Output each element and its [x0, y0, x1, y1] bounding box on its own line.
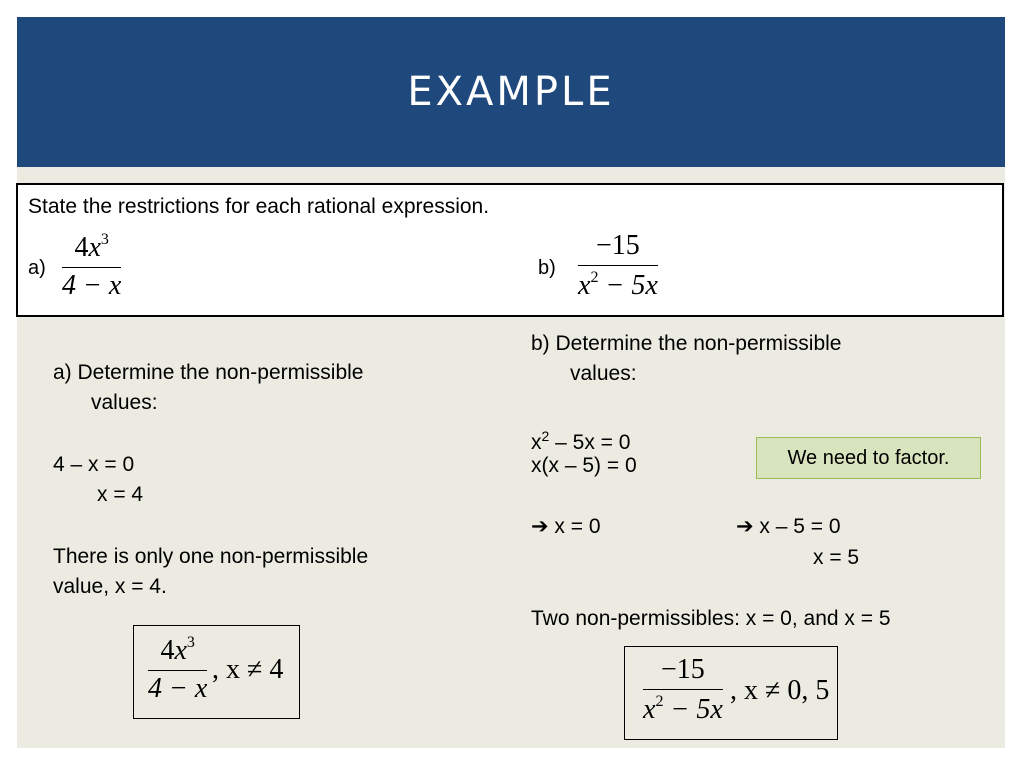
- expression-b-numerator: −15: [595, 230, 640, 261]
- right-step-line2: values:: [570, 362, 637, 385]
- left-conclusion-line2: value, x = 4.: [53, 575, 167, 598]
- question-a-label: a): [28, 257, 46, 279]
- expression-b-denominator: $x^2 - 5x$: [578, 268, 658, 301]
- left-answer-box: [133, 625, 300, 719]
- left-answer-restriction: , x ≠ 4: [212, 654, 284, 685]
- right-step-line1: b) Determine the non-permissible: [531, 332, 842, 355]
- left-answer-fraction: $4x^3$ 4 − x: [148, 634, 208, 704]
- expression-a-denominator: 4 − x: [62, 269, 122, 301]
- title-bar: [17, 17, 1005, 167]
- question-prompt: State the restrictions for each rational expression.: [28, 195, 490, 218]
- right-equation-1: $x^2 - 5x = 0$: [531, 428, 631, 454]
- expression-b: [578, 231, 658, 302]
- expression-a-numerator: $4x^3$: [74, 231, 109, 263]
- right-arrow-1: ➔ x = 0: [531, 515, 601, 538]
- factor-note: We need to factor.: [756, 437, 981, 479]
- slide-title: EXAMPLE: [407, 69, 615, 115]
- right-equation-2: x(x – 5) = 0: [531, 454, 637, 477]
- right-answer-fraction: −15 $x^2 - 5x$: [643, 654, 723, 725]
- question-box: [16, 183, 1004, 317]
- right-equation-3: x = 5: [813, 546, 860, 569]
- right-conclusion: Two non-permissibles: x = 0, and x = 5: [531, 607, 891, 630]
- left-equation-1: 4 – x = 0: [53, 453, 135, 476]
- left-equation-2: x = 4: [97, 483, 144, 506]
- expression-a: [62, 231, 121, 302]
- left-step-line2: values:: [91, 391, 158, 414]
- left-step-line1: a) Determine the non-permissible: [53, 361, 364, 384]
- right-arrow-2: ➔ x – 5 = 0: [736, 515, 841, 538]
- question-b-label: b): [538, 257, 556, 279]
- right-answer-box: [624, 646, 838, 740]
- left-conclusion-line1: There is only one non-permissible: [53, 545, 369, 568]
- right-answer-restriction: , x ≠ 0, 5: [730, 675, 830, 706]
